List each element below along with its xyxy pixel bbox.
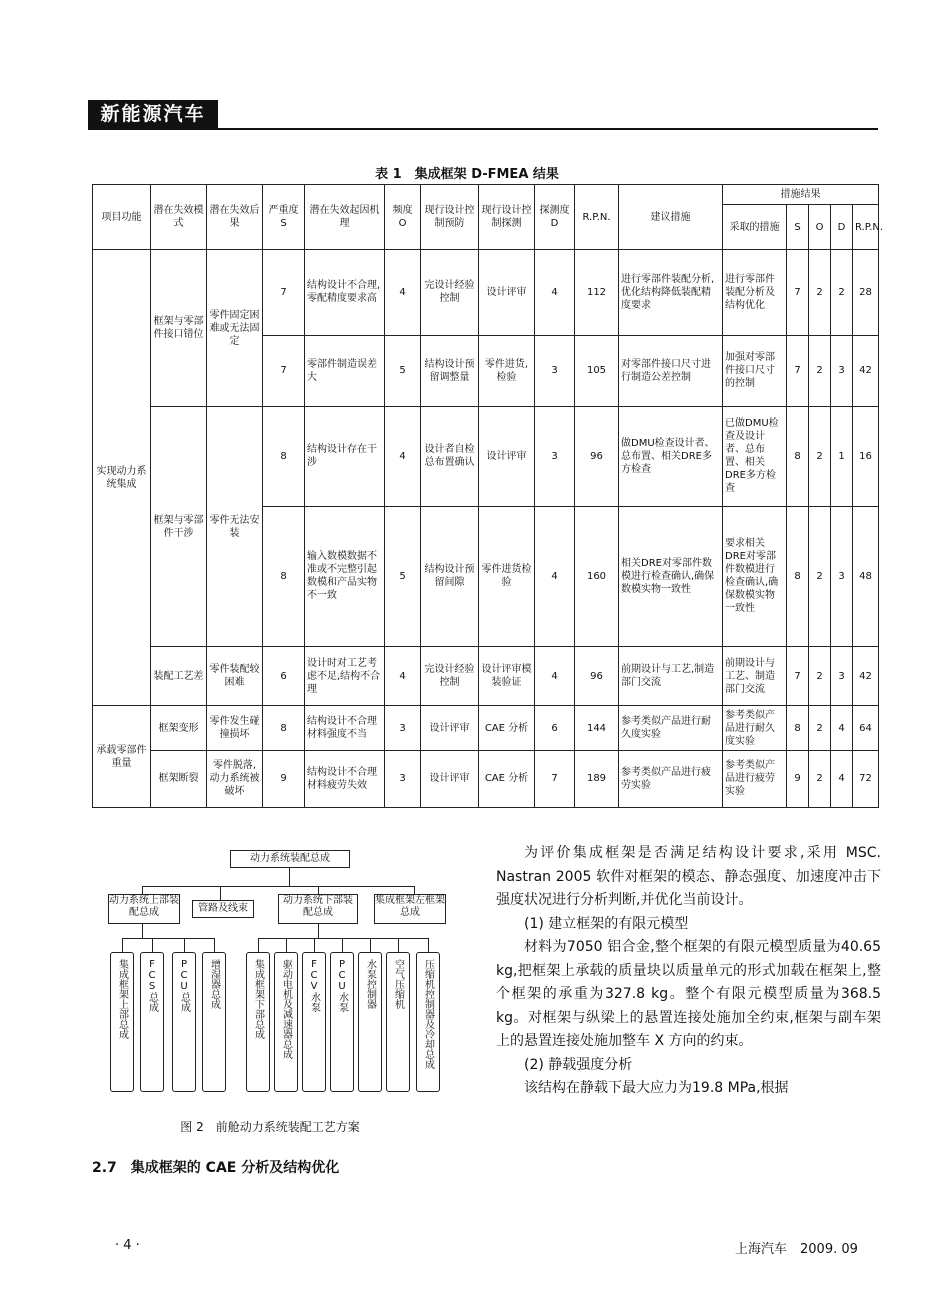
- action-cell: 已做DMU检查及设计者、总布置、相关DRE多方检查: [723, 406, 787, 506]
- th-d2: D: [831, 205, 853, 250]
- th-mode: 潜在失效模式: [151, 185, 207, 250]
- d-cell: 4: [535, 506, 575, 646]
- d2-cell: 1: [831, 406, 853, 506]
- o2-cell: 2: [809, 406, 831, 506]
- diagram-upper-item: FCS总成: [140, 952, 164, 1092]
- th-effect: 潜在失效后果: [207, 185, 263, 250]
- diagram-root: 动力系统装配总成: [230, 850, 350, 868]
- s-cell: 8: [263, 506, 305, 646]
- d2-cell: 3: [831, 506, 853, 646]
- d2-cell: 4: [831, 706, 853, 751]
- connector: [318, 924, 319, 938]
- o2-cell: 2: [809, 506, 831, 646]
- diagram-upper-assembly: 动力系统上部装配总成: [108, 894, 180, 924]
- s-cell: 8: [263, 706, 305, 751]
- connector: [398, 938, 399, 952]
- d-cell: 6: [535, 706, 575, 751]
- action-cell: 要求相关DRE对零部件数模进行检查确认,确保数模实物一致性: [723, 506, 787, 646]
- s-cell: 8: [263, 406, 305, 506]
- rpn2-cell: 48: [853, 506, 879, 646]
- o2-cell: 2: [809, 250, 831, 336]
- d-cell: 4: [535, 250, 575, 336]
- o-cell: 3: [385, 750, 421, 807]
- rpn2-cell: 42: [853, 335, 879, 406]
- diagram-lower-item: PCU水泵: [330, 952, 354, 1092]
- o2-cell: 2: [809, 647, 831, 706]
- th-action: 采取的措施: [723, 205, 787, 250]
- connector: [258, 938, 259, 952]
- s-cell: 9: [263, 750, 305, 807]
- recommend-cell: 做DMU检查设计者、总布置、相关DRE多方检查: [619, 406, 723, 506]
- group-cell: 承载零部件重量: [93, 706, 151, 808]
- paragraph: (2) 静载强度分析: [524, 1056, 633, 1073]
- paragraph: 该结构在静载下最大应力为19.8 MPa,根据: [524, 1080, 789, 1096]
- connector: [184, 938, 185, 952]
- detection-cell: 零件进货,检验: [479, 335, 535, 406]
- connector: [342, 938, 343, 952]
- effect-cell: 零件固定困难或无法固定: [207, 250, 263, 407]
- connector: [314, 938, 315, 952]
- connector: [152, 938, 153, 952]
- o-cell: 3: [385, 706, 421, 751]
- prevention-cell: 完设计经验控制: [421, 250, 479, 336]
- rpn2-cell: 72: [853, 750, 879, 807]
- o-cell: 4: [385, 250, 421, 336]
- action-cell: 参考类似产品进行耐久度实验: [723, 706, 787, 751]
- th-prevention: 现行设计控制预防: [421, 185, 479, 250]
- detection-cell: CAE 分析: [479, 750, 535, 807]
- diagram-lower-item: 集成框架下部总成: [246, 952, 270, 1092]
- prevention-cell: 完设计经验控制: [421, 647, 479, 706]
- th-severity: 严重度 S: [263, 185, 305, 250]
- rpn2-cell: 42: [853, 647, 879, 706]
- cause-cell: 输入数模数据不准或不完整引起数模和产品实物不一致: [305, 506, 385, 646]
- o2-cell: 2: [809, 335, 831, 406]
- connector: [286, 938, 287, 952]
- detection-cell: 设计评审: [479, 250, 535, 336]
- s2-cell: 8: [787, 406, 809, 506]
- connector: [428, 938, 429, 952]
- rpn-cell: 112: [575, 250, 619, 336]
- rpn-cell: 144: [575, 706, 619, 751]
- paragraph: 为评价集成框架是否满足结构设计要求,采用 MSC. Nastran 2005 软件对框架的模态、静态强度、加速度冲击下强度状况进行分析判断,并优化当前设计。: [496, 845, 881, 908]
- fmea-table: [92, 184, 884, 808]
- th-recommend: 建议措施: [619, 185, 723, 250]
- detection-cell: 零件进货检验: [479, 506, 535, 646]
- d2-cell: 3: [831, 647, 853, 706]
- recommend-cell: 参考类似产品进行疲劳实验: [619, 750, 723, 807]
- group-cell: 实现动力系统集成: [93, 250, 151, 706]
- detection-cell: 设计评审: [479, 406, 535, 506]
- d2-cell: 2: [831, 250, 853, 336]
- recommend-cell: 对零部件接口尺寸进行制造公差控制: [619, 335, 723, 406]
- s2-cell: 8: [787, 506, 809, 646]
- s-cell: 6: [263, 647, 305, 706]
- action-cell: 进行零部件装配分析及结构优化: [723, 250, 787, 336]
- rpn2-cell: 64: [853, 706, 879, 751]
- journal-name: 上海汽车 2009. 09: [735, 1242, 858, 1257]
- diagram-pipeline: 管路及线束: [192, 900, 254, 918]
- th-result: 措施结果: [723, 185, 879, 205]
- o-cell: 5: [385, 335, 421, 406]
- d-cell: 3: [535, 406, 575, 506]
- o-cell: 4: [385, 647, 421, 706]
- connector: [289, 868, 290, 886]
- diagram-lower-item: 空气压缩机: [386, 952, 410, 1092]
- o2-cell: 2: [809, 750, 831, 807]
- d-cell: 7: [535, 750, 575, 807]
- connector: [214, 938, 215, 952]
- d-cell: 4: [535, 647, 575, 706]
- mode-cell: 框架断裂: [151, 750, 207, 807]
- rpn-cell: 96: [575, 406, 619, 506]
- detection-cell: 设计评审模装验证: [479, 647, 535, 706]
- th-detectability: 探测度 D: [535, 185, 575, 250]
- th-occurrence: 频度 O: [385, 185, 421, 250]
- connector: [370, 938, 371, 952]
- diagram-upper-item: 集成框架上部总成: [110, 952, 134, 1092]
- rpn-cell: 96: [575, 647, 619, 706]
- effect-cell: 零件装配较困难: [207, 647, 263, 706]
- section-banner: 新能源汽车: [88, 100, 218, 128]
- prevention-cell: 设计评审: [421, 706, 479, 751]
- connector: [122, 938, 214, 939]
- body-text: [496, 842, 881, 1101]
- header-rule: [88, 128, 878, 130]
- detection-cell: CAE 分析: [479, 706, 535, 751]
- s2-cell: 7: [787, 335, 809, 406]
- mode-cell: 框架与零部件接口错位: [151, 250, 207, 407]
- s2-cell: 8: [787, 706, 809, 751]
- diagram-lower-assembly: 动力系统下部装配总成: [278, 894, 358, 924]
- th-s2: S: [787, 205, 809, 250]
- action-cell: 参考类似产品进行疲劳实验: [723, 750, 787, 807]
- diagram-lower-item: FCV水泵: [302, 952, 326, 1092]
- connector: [142, 886, 143, 894]
- rpn-cell: 160: [575, 506, 619, 646]
- th-cause: 潜在失效起因机理: [305, 185, 385, 250]
- cause-cell: 结构设计不合理,零配精度要求高: [305, 250, 385, 336]
- prevention-cell: 设计评审: [421, 750, 479, 807]
- prevention-cell: 结构设计预留间隙: [421, 506, 479, 646]
- th-detection: 现行设计控制探测: [479, 185, 535, 250]
- prevention-cell: 结构设计预留调整量: [421, 335, 479, 406]
- s2-cell: 9: [787, 750, 809, 807]
- mode-cell: 框架与零部件干涉: [151, 406, 207, 646]
- o-cell: 4: [385, 406, 421, 506]
- page-number: · 4 ·: [115, 1238, 140, 1253]
- th-rpn: R.P.N.: [575, 185, 619, 250]
- s-cell: 7: [263, 250, 305, 336]
- recommend-cell: 相关DRE对零部件数模进行检查确认,确保数模实物一致性: [619, 506, 723, 646]
- diagram-lower-item: 水泵控制器: [358, 952, 382, 1092]
- effect-cell: 零件发生碰撞损坏: [207, 706, 263, 751]
- recommend-cell: 参考类似产品进行耐久度实验: [619, 706, 723, 751]
- diagram-upper-item: 增湿器总成: [202, 952, 226, 1092]
- action-cell: 前期设计与工艺、制造部门交流: [723, 647, 787, 706]
- d2-cell: 4: [831, 750, 853, 807]
- prevention-cell: 设计者自检总布置确认: [421, 406, 479, 506]
- cause-cell: 结构设计不合理材料强度不当: [305, 706, 385, 751]
- connector: [414, 886, 415, 894]
- cause-cell: 设计时对工艺考虑不足,结构不合理: [305, 647, 385, 706]
- diagram-lower-item: 驱动电机及减速器总成: [274, 952, 298, 1092]
- diagram-left-frame: 集成框架左框架总成: [374, 894, 446, 924]
- connector: [142, 924, 143, 938]
- assembly-diagram: [100, 840, 450, 1105]
- rpn-cell: 189: [575, 750, 619, 807]
- action-cell: 加强对零部件接口尺寸的控制: [723, 335, 787, 406]
- paragraph: (1) 建立框架的有限元模型: [524, 915, 689, 932]
- cause-cell: 结构设计存在干涉: [305, 406, 385, 506]
- rpn2-cell: 16: [853, 406, 879, 506]
- s2-cell: 7: [787, 250, 809, 336]
- mode-cell: 装配工艺差: [151, 647, 207, 706]
- o2-cell: 2: [809, 706, 831, 751]
- rpn-cell: 105: [575, 335, 619, 406]
- d-cell: 3: [535, 335, 575, 406]
- o-cell: 5: [385, 506, 421, 646]
- effect-cell: 零件无法安装: [207, 406, 263, 646]
- cause-cell: 零部件制造误差大: [305, 335, 385, 406]
- figure-caption: 图 2 前舱动力系统装配工艺方案: [180, 1120, 360, 1134]
- rpn2-cell: 28: [853, 250, 879, 336]
- connector: [318, 886, 319, 894]
- s-cell: 7: [263, 335, 305, 406]
- diagram-upper-item: PCU总成: [172, 952, 196, 1092]
- recommend-cell: 进行零部件装配分析,优化结构降低装配精度要求: [619, 250, 723, 336]
- diagram-lower-item: 压缩机控制器及冷却总成: [416, 952, 440, 1092]
- table-caption: 表 1 集成框架 D-FMEA 结果: [375, 167, 559, 182]
- mode-cell: 框架变形: [151, 706, 207, 751]
- th-item: 项目功能: [93, 185, 151, 250]
- recommend-cell: 前期设计与工艺,制造部门交流: [619, 647, 723, 706]
- d2-cell: 3: [831, 335, 853, 406]
- connector: [258, 938, 428, 939]
- section-title: 2.7 集成框架的 CAE 分析及结构优化: [92, 1160, 340, 1176]
- connector: [122, 938, 123, 952]
- paragraph: 材料为7050 铝合金,整个框架的有限元模型质量为40.65 kg,把框架上承载的质量块以质量单元的形式加载在框架上,整个框架的承重为327.8 kg。整个有限元模型质量为368.5 kg。对框架与纵梁上的悬置连接处施加全约束,框架与副车架上的悬置连接处施加整车 X 方向的约束。: [496, 939, 881, 1049]
- th-rpn2: R.P.N.: [853, 205, 879, 250]
- connector: [220, 886, 221, 900]
- s2-cell: 7: [787, 647, 809, 706]
- cause-cell: 结构设计不合理材料疲劳失效: [305, 750, 385, 807]
- th-o2: O: [809, 205, 831, 250]
- effect-cell: 零件脱落,动力系统被破坏: [207, 750, 263, 807]
- connector: [142, 886, 414, 887]
